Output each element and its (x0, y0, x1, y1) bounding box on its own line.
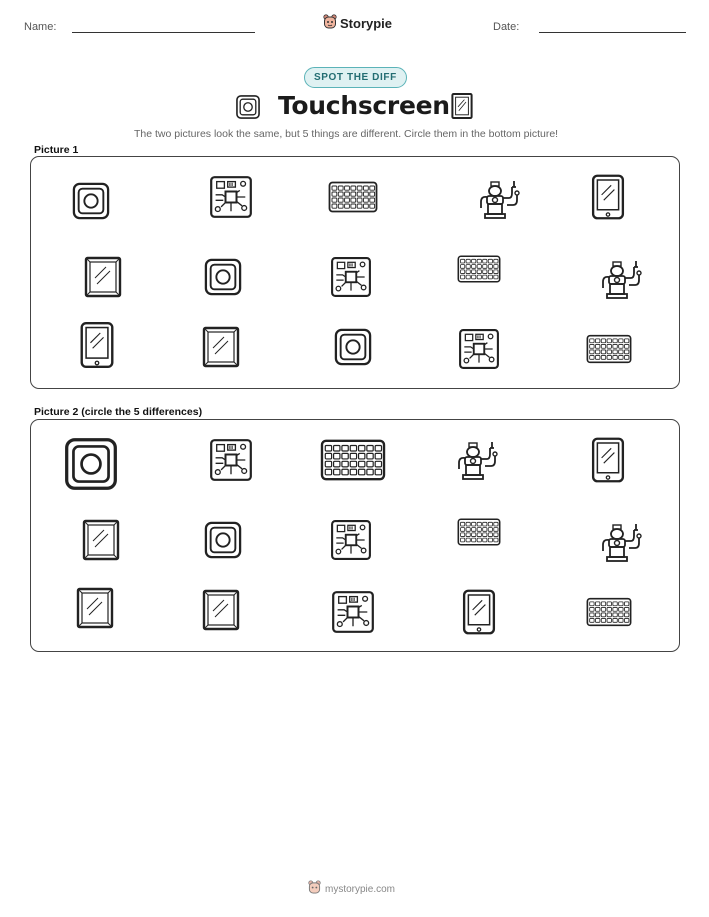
robot-hydrant-icon[interactable] (455, 438, 499, 482)
glass-screen-icon[interactable] (202, 326, 240, 368)
robot-hydrant-icon[interactable] (599, 520, 643, 564)
keyboard-icon[interactable] (586, 334, 632, 364)
circuit-chip-icon[interactable] (330, 256, 372, 298)
picture-2-label: Picture 2 (circle the 5 differences) (34, 406, 203, 418)
spot-the-diff-badge: SPOT THE DIFF (304, 67, 407, 88)
glass-screen-icon[interactable] (202, 589, 240, 631)
footer-site[interactable]: mystorypie.com (325, 883, 396, 895)
tablet-icon[interactable] (462, 588, 496, 636)
date-label: Date: (493, 21, 520, 33)
instructions: The two pictures look the same, but 5 things are different. Circle them in the bottom picture! (134, 128, 559, 140)
square-button-icon (235, 94, 261, 125)
circuit-chip-icon[interactable] (330, 519, 372, 561)
square-button-icon[interactable] (204, 258, 242, 296)
circuit-chip-icon[interactable] (209, 438, 253, 482)
brand-name: Storypie (340, 16, 393, 31)
name-field[interactable] (72, 32, 255, 33)
tablet-icon[interactable] (591, 436, 625, 484)
square-button-icon[interactable] (334, 328, 372, 366)
picture-2-panel (30, 419, 680, 652)
square-button-icon[interactable] (72, 181, 110, 221)
robot-hydrant-icon[interactable] (477, 177, 521, 221)
tablet-icon[interactable] (79, 321, 115, 369)
glass-screen-icon[interactable] (84, 256, 122, 298)
square-button-icon[interactable] (204, 521, 242, 559)
name-label: Name: (24, 21, 57, 33)
keyboard-icon[interactable] (457, 254, 501, 284)
storypie-logo-icon (308, 880, 321, 898)
keyboard-icon[interactable] (586, 597, 632, 627)
footer (308, 880, 395, 898)
keyboard-icon[interactable] (320, 438, 386, 482)
picture-1-label: Picture 1 (34, 144, 79, 156)
circuit-chip-icon[interactable] (209, 175, 253, 219)
date-field[interactable] (539, 32, 686, 33)
glass-screen-icon[interactable] (76, 587, 114, 629)
keyboard-icon[interactable] (457, 517, 501, 547)
square-button-icon[interactable] (64, 437, 118, 491)
circuit-chip-icon[interactable] (331, 590, 375, 634)
tablet-screen-icon (450, 92, 474, 125)
circuit-chip-icon[interactable] (458, 328, 500, 370)
page-title: Touchscreen (278, 91, 450, 120)
picture-1-panel (30, 156, 680, 389)
keyboard-icon[interactable] (328, 181, 378, 213)
brand-logo (323, 14, 392, 33)
robot-hydrant-icon[interactable] (599, 257, 643, 301)
glass-screen-icon[interactable] (82, 519, 120, 561)
tablet-icon[interactable] (591, 173, 625, 221)
storypie-logo-icon (323, 14, 337, 33)
